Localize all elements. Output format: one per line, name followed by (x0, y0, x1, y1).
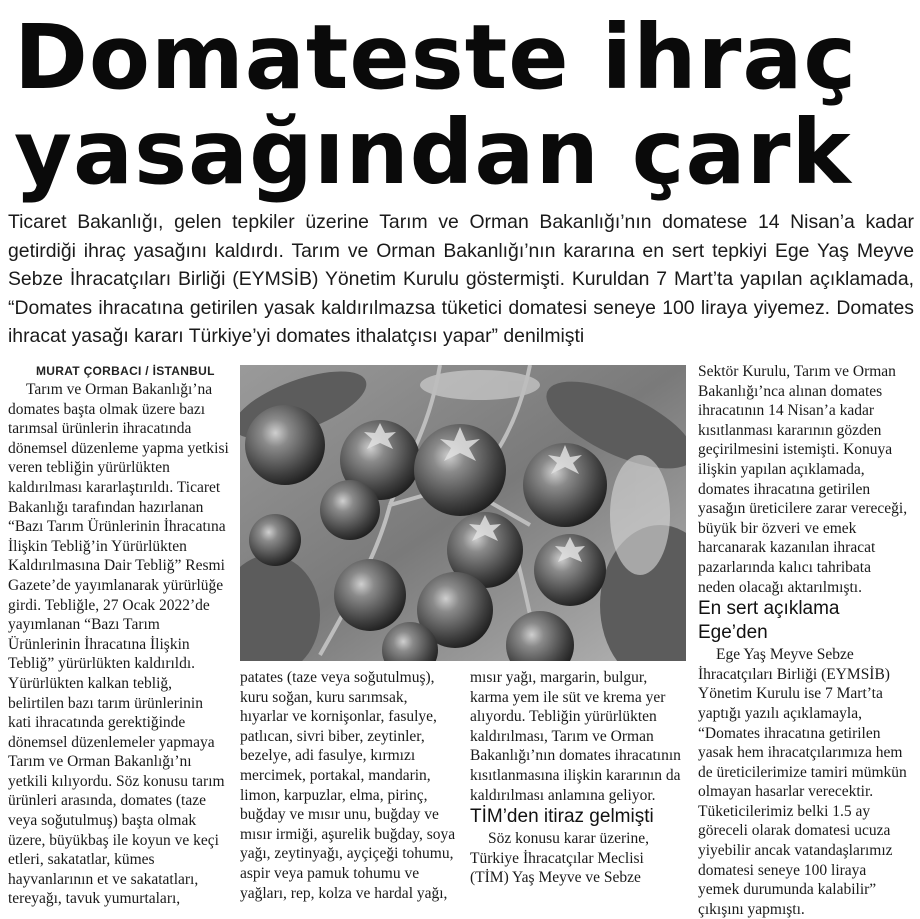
column-1-paragraph: Tarım ve Orman Bakanlığı’na domates başta olmak üzere bazı tarımsal ürünlerin ihracatında dönemsel düzenleme yapma yetkisi veren tebliğin yürürlükten kaldırılması kararlaştırıldı. Ticaret Bakanlığı tarafından hazırlanan “Bazı Tarım Ürünlerinin İhracatına İlişkin Tebliğ’in Yürürlükten Kaldırılmasına Dair Tebliğ” Resmi Gazete’de yayımlanarak yürürlüğe girdi. Tebliğle, 27 Ocak 2022’de yayımlanan “Bazı Tarım Ürünlerinin İhracatına İlişkin Tebliğ” yürürlükten kaldırıldı. Yürürlükten kalkan tebliğ, belirtilen bazı tarım ürünlerinin kati ihracatında gerektiğinde dönemsel düzenlemeler yapmaya Tarım ve Orman Bakanlığı’nı yetkili kılıyordu. Söz konusu tarım ürünleri arasında, domates (taze veya soğutulmuş) başta olmak üzere, büyükbaş ile koyun ve keçi etleri, sakatatlar, kümes hayvanlarının et ve sakatatları, tereyağı, tavuk yumurtaları, (8, 381, 229, 908)
column-2-paragraph: patates (taze veya soğutulmuş), kuru soğan, kuru sarımsak, hıyarlar ve kornişonlar, fasulye, patlıcan, sivri biber, zeytinler, bezelye, adi fasulye, kırmızı mercimek, portakal, mandarin, limon, karpuzlar, elma, pirinç, buğday ve mısır unu, buğday ve mısır irmiği, aşurelik buğday, soya yağı, zeytinyağı, ayçiçeği tohumu, aspir veya pamuk tohumu ve yağları, rep, kolza ve hardal yağı, (240, 669, 456, 902)
column-3 (470, 668, 682, 888)
column-2 (240, 668, 456, 903)
column-3-paragraph-2: Söz konusu karar üzerine, Türkiye İhracatçılar Meclisi (TİM) Yaş Meyve ve Sebze (470, 830, 649, 887)
column-4-subheading: En sert açıklama Ege’den (698, 598, 840, 644)
tomato-photo-image (240, 365, 686, 661)
column-3-paragraph-1: mısır yağı, margarin, bulgur, karma yem ile süt ve krema yer alıyordu. Tebliğin yürürlükten kaldırılması, Tarım ve Orman Bakanlığı’nın domates ihracatının kısıtlanmasına ilişkin kararının da kaldırılması anlamına geliyor. (470, 669, 681, 804)
column-3-subheading: TİM’den itiraz gelmişti (470, 806, 654, 828)
lead-paragraph: Ticaret Bakanlığı, gelen tepkiler üzerine Tarım ve Orman Bakanlığı’nın domatese 14 Nisan’a kadar getirdiği ihraç yasağını kaldırdı. Tarım ve Orman Bakanlığı’nın kararına en sert tepkiyi Ege Yaş Meyve Sebze İhracatçıları Birliği (EYMSİB) Yönetim Kurulu göstermişti. Kuruldan 7 Mart’ta yapılan açıklamada, “Domates ihracatına getirilen yasak kaldırılmazsa tüketici domatesi seneye 100 liraya yiyemez. Domates ihracat yasağı kararı Türkiye’yi domates ithalatçısı yapar” denilmişti (8, 211, 914, 348)
headline-line-2: yasağından çark (14, 100, 852, 204)
byline: MURAT ÇORBACI / İSTANBUL (36, 364, 215, 378)
column-4-paragraph-1: Sektör Kurulu, Tarım ve Orman Bakanlığı’nca alınan domates ihracatının 14 Nisan’a kadar kısıtlanması kararının gözden geçirilmesini istemişti. Konuya ilişkin yapılan açıklamada, domates ihracatına getirilen yasağın üreticilere zarar vereceği, büyük bir özveri ve emek harcanarak kazanılan ihracat pazarlarında kalıcı tahribata neden olacağı aktarılmıştı. (698, 363, 908, 596)
column-4-paragraph-2: Ege Yaş Meyve Sebze İhracatçıları Birliği (EYMSİB) Yönetim Kurulu ise 7 Mart’ta yaptığı yazılı açıklamayla, “Domates ihracatına getirilen yasak hem ihracatçılarımıza hem de üreticilerimize tamiri mümkün olmayan hasarlar verecektir. Tüketicilerimiz belki 1.5 ay göreceli olarak domatesi ucuza yiyebilir ancak vatandaşlarımız domatesi seneye 100 liraya yemek durumunda kalabilir” çıkışını yapmıştı. (698, 646, 907, 918)
headline-line-1: Domateste ihraç (14, 5, 858, 109)
tomato-photo (240, 365, 686, 661)
headline (14, 5, 914, 204)
column-4 (698, 362, 910, 919)
column-1 (8, 380, 230, 909)
